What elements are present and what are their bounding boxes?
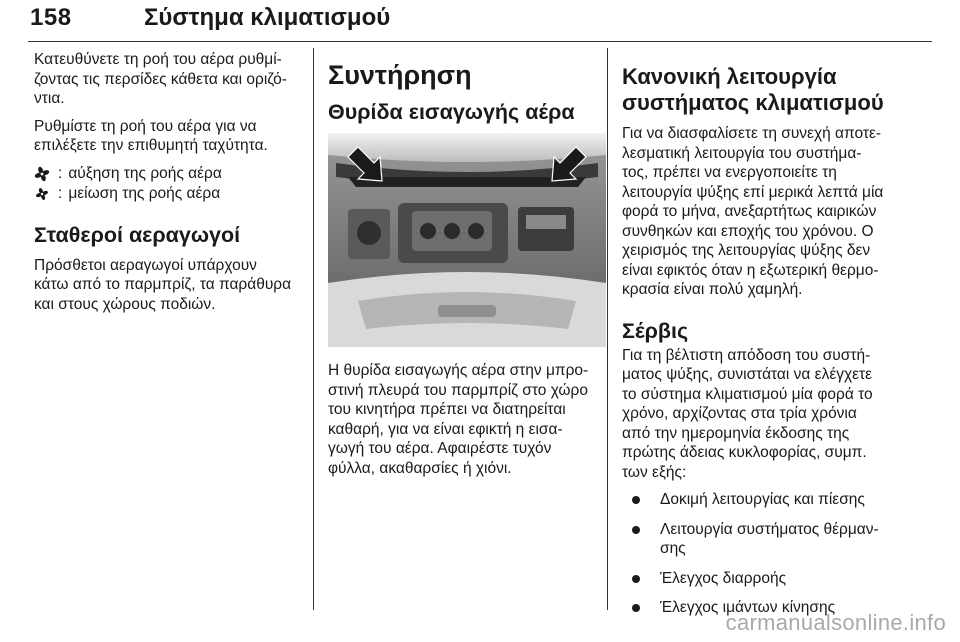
engine-bay-illustration [328,133,606,347]
bullet-icon [632,526,640,534]
list-item [622,490,922,510]
heading-fixed-vents: Σταθεροί αεραγωγοί [34,222,241,247]
bullet-icon [632,604,640,612]
list-item-text: Έλεγχος ιμάντων κίνησης [660,599,836,616]
bullet-icon [632,575,640,583]
symbol-row-decrease [34,184,306,204]
service-checklist [622,490,922,618]
paragraph-speed: Ρυθμίστε τη ροή του αέρα για να επιλέξετε την επιθυμητή ταχύτητα. [34,117,268,154]
column-2 [328,50,600,486]
page-number: 158 [30,4,72,31]
list-item-text: Δοκιμή λειτουργίας και πίεσης [660,491,865,508]
chapter-title: Σύστημα κλιματισμού [144,4,391,31]
paragraph-fixed-vents: Πρόσθετοι αεραγωγοί υπάρχουν κάτω από το παρμπρίζ, τα παράθυρα και στους χώρους ποδιών. [34,256,292,313]
watermark: carmanualsonline.info [725,610,946,635]
column-divider-1 [313,48,314,610]
symbol-text-increase: αύξηση της ροής αέρα [68,164,222,182]
paragraph-air-intake: Η θυρίδα εισαγωγής αέρα στην μπρο- στινή πλευρά του παρμπρίζ στο χώρο του κινητήρα πρέπει να διατηρείται καθαρή, για να είναι εφικτή η εισα- γωγή του αέρα. Αφαιρέστε τυχόν φύλλα, ακαθαρσίες ή χιόνι. [328,362,589,477]
page-header [28,0,932,40]
symbol-text-decrease: μείωση της ροής αέρα [68,184,221,202]
symbol-row-increase [34,164,306,184]
bullet-icon [632,496,640,504]
heading-normal-operation: Κανονική λειτουργία συστήματος κλιματισμού [622,64,884,115]
column-3 [622,50,922,628]
column-divider-2 [607,48,608,610]
list-item [622,569,922,589]
list-item-text: Έλεγχος διαρροής [660,569,787,587]
heading-service: Σέρβις [622,318,689,343]
header-rule [28,41,932,42]
symbol-colon: : [58,164,63,182]
heading-air-intake: Θυρίδα εισαγωγής αέρα [328,100,575,124]
paragraph-louvres: Κατευθύνετε τη ροή του αέρα ρυθμί- ζοντας τις περσίδες κάθετα και οριζό- ντια. [34,51,287,107]
fan-increase-icon [34,166,50,182]
list-item [622,520,922,559]
fan-decrease-icon [34,186,50,202]
paragraph-normal-operation: Για να διασφαλίσετε τη συνεχή αποτε- λεσματική λειτουργία του συστήμα- τος, πρέπει να ενεργοποιείτε τη λειτουργία ψύξης επί μερικά λεπτά μία φορά το μήνα, ανεξαρτήτως καιρικών συνθηκών και εποχής του χρόνου. Ο χειρισμός της λειτουργίας ψύξης δεν είναι εφικτός όταν η εξωτερική θερμο- κρασία είναι πολύ χαμηλή. [622,125,884,298]
column-1 [34,50,306,322]
symbol-colon: : [58,184,63,202]
paragraph-service: Για τη βέλτιστη απόδοση του συστή- ματος ψύξης, συνιστάται να ελέγχετε το σύστημα κλιματισμού μία φορά το χρόνο, αρχίζοντας στα τρία χρόνια από την ημερομηνία έκδοσης της πρώτης άδειας κυκλοφορίας, συμπ. των εξής: [622,346,873,481]
heading-maintenance: Συντήρηση [328,60,472,90]
list-item-text: Λειτουργία συστήματος θέρμαν- σης [660,520,879,557]
